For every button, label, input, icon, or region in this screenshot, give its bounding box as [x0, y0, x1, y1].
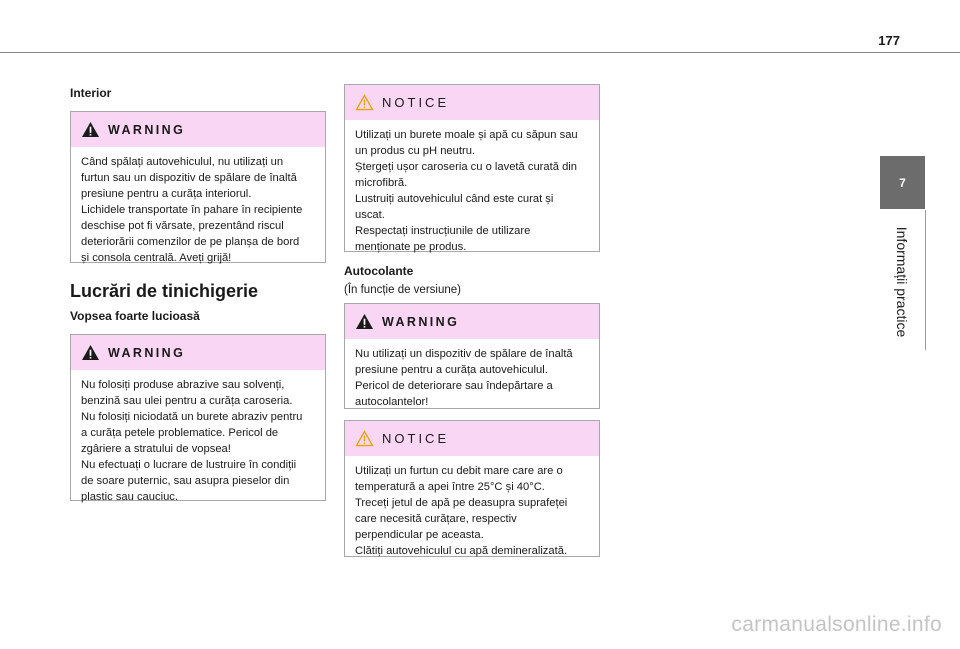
- notice-line: Utilizați un burete moale și apă cu săpun sau: [355, 129, 578, 141]
- subheading-wrap: [70, 309, 200, 323]
- section-heading-wrap: [70, 281, 258, 302]
- notice-line: Respectați instrucțiunile de utilizare: [355, 225, 531, 237]
- notice-box-header: [345, 85, 599, 120]
- notice-line: menționate pe produs.: [355, 241, 467, 253]
- paint-subheading: Vopsea foarte lucioasă: [70, 309, 200, 323]
- warning-line: Pericol de deteriorare sau îndepărtare a: [355, 380, 553, 392]
- warning-triangle-icon: [81, 121, 100, 138]
- notice-triangle-icon: [355, 94, 374, 111]
- warning-text: [345, 339, 599, 418]
- warning-line: Când spălați autovehiculul, nu utilizați un: [81, 156, 284, 168]
- notice-line: temperatură a apei între 25°C și 40°C.: [355, 481, 545, 493]
- chapter-divider: [925, 210, 926, 350]
- warning-line: Nu folosiți niciodată un burete abraziv pentru: [81, 411, 303, 423]
- notice-box-hose: [344, 420, 600, 557]
- notice-line: Clătiți autovehiculul cu apă demineralizată.: [355, 545, 568, 557]
- warning-title: WARNING: [108, 122, 186, 137]
- warning-box-paint: [70, 334, 326, 501]
- page-number: 177: [878, 33, 900, 48]
- warning-text: [71, 147, 325, 274]
- autocolante-heading: Autocolante: [344, 264, 414, 278]
- chapter-title: Informații practice: [894, 226, 910, 338]
- warning-box-header: [71, 112, 325, 147]
- warning-line: presiune pentru a curăța autovehiculul.: [355, 364, 548, 376]
- warning-line: deteriorării comenzilor de pe planșa de bord: [81, 236, 300, 248]
- warning-line: autocolantelor!: [355, 396, 429, 408]
- notice-triangle-icon: [355, 430, 374, 447]
- warning-title: WARNING: [382, 314, 460, 329]
- notice-line: Utilizați un furtun cu debit mare care are o: [355, 465, 563, 477]
- warning-line: deschise pot fi vărsate, prezentând riscul: [81, 220, 284, 232]
- warning-line: și consola centrală. Aveți grijă!: [81, 252, 232, 264]
- notice-line: un produs cu pH neutru.: [355, 145, 476, 157]
- warning-line: Lichidele transportate în pahare în recipiente: [81, 204, 303, 216]
- notice-line: Treceți jetul de apă pe deasupra suprafeței: [355, 497, 568, 509]
- notice-line: microfibră.: [355, 177, 408, 189]
- warning-line: a curăța petele problematice. Pericol de: [81, 427, 279, 439]
- version-note: (În funcție de versiune): [344, 284, 461, 296]
- notice-text: [345, 456, 599, 567]
- interior-heading: Interior: [70, 86, 112, 100]
- warning-line: zgâriere a stratului de vopsea!: [81, 443, 231, 455]
- section-heading: Lucrări de tinichigerie: [70, 281, 259, 301]
- autocolante-heading-wrap: [344, 264, 413, 278]
- autocolante-note-wrap: [344, 284, 461, 296]
- warning-line: presiune pentru a curăța interiorul.: [81, 188, 252, 200]
- notice-text: [345, 120, 599, 263]
- warning-line: benzină sau ulei pentru a curăța caroseria.: [81, 395, 293, 407]
- warning-box-header: [71, 335, 325, 370]
- warning-box-interior: [70, 111, 326, 263]
- notice-line: uscat.: [355, 209, 385, 221]
- notice-line: Ștergeți ușor caroseria cu o lavetă curată din: [355, 161, 578, 173]
- warning-line: de soare puternic, sau asupra pieselor din: [81, 475, 290, 487]
- notice-box-header: [345, 421, 599, 456]
- interior-heading-wrap: [70, 86, 111, 100]
- warning-box-stickers: [344, 303, 600, 409]
- notice-line: perpendicular pe aceasta.: [355, 529, 484, 541]
- notice-box-wash: [344, 84, 600, 252]
- warning-triangle-icon: [81, 344, 100, 361]
- warning-title: WARNING: [108, 345, 186, 360]
- notice-line: Lustruiți autovehiculul când este curat și: [355, 193, 554, 205]
- warning-line: Nu utilizați un dispozitiv de spălare de înaltă: [355, 348, 573, 360]
- warning-triangle-icon: [355, 313, 374, 330]
- chapter-tab[interactable]: 7: [880, 156, 925, 209]
- warning-box-header: [345, 304, 599, 339]
- top-divider: [0, 52, 960, 53]
- warning-line: plastic sau cauciuc.: [81, 491, 179, 503]
- warning-text: [71, 370, 325, 513]
- warning-line: Nu efectuați o lucrare de lustruire în condiții: [81, 459, 297, 471]
- warning-line: furtun sau un dispozitiv de spălare de înaltă: [81, 172, 297, 184]
- notice-title: NOTICE: [382, 95, 450, 110]
- warning-line: Nu folosiți produse abrazive sau solvenți,: [81, 379, 285, 391]
- notice-title: NOTICE: [382, 431, 450, 446]
- notice-line: care necesită curățare, respectiv: [355, 513, 517, 525]
- watermark-link[interactable]: carmanualsonline.info: [731, 613, 942, 636]
